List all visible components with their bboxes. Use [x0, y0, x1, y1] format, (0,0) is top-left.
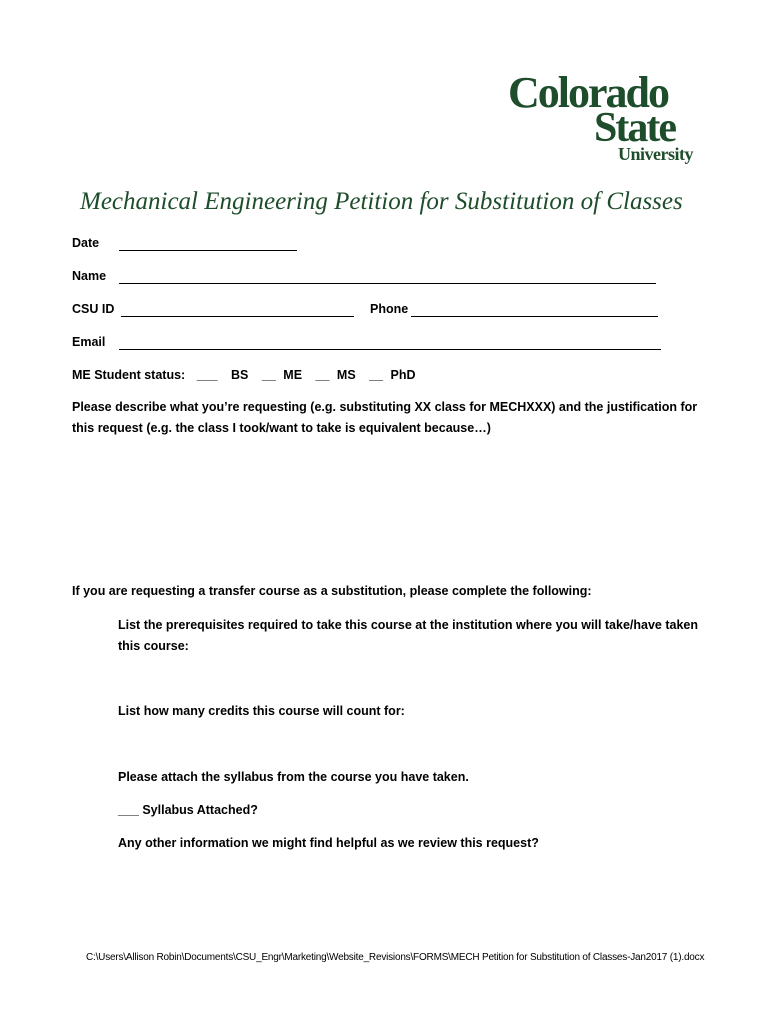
- bs-checkbox-blank[interactable]: ___: [196, 368, 218, 382]
- syllabus-prompt: Please attach the syllabus from the course you have taken.: [118, 770, 469, 784]
- csu-id-field[interactable]: [121, 316, 354, 317]
- logo-line-state: State: [594, 105, 675, 151]
- date-field[interactable]: [119, 250, 297, 251]
- phone-field[interactable]: [411, 316, 658, 317]
- name-label: Name: [72, 269, 107, 283]
- other-info-prompt: Any other information we might find helpful as we review this request?: [118, 836, 539, 850]
- me-checkbox-blank[interactable]: __: [261, 368, 276, 382]
- logo-line-university: University: [618, 144, 693, 164]
- page-title: Mechanical Engineering Petition for Substitution of Classes: [80, 188, 683, 215]
- bs-option-label: BS: [231, 368, 249, 382]
- describe-request-prompt: Please describe what you’re requesting (e.g. substituting XX class for MECHXXX) and the justification for this request (e.g. the class I took/want to take is equivalent because…): [72, 400, 698, 435]
- prerequisites-prompt: List the prerequisites required to take this course at the institution where you will take/have taken this course:: [118, 618, 699, 653]
- student-status-label: ME Student status:: [72, 368, 186, 382]
- file-path-footer: C:\Users\Allison Robin\Documents\CSU_Engr\Marketing\Website_Revisions\FORMS\MECH Petition for Substitution of Classes-Jan2017 (1).docx: [86, 952, 705, 963]
- other-info-area[interactable]: [118, 860, 698, 930]
- student-status-row: [72, 368, 416, 382]
- credits-area[interactable]: [118, 725, 698, 765]
- date-label: Date: [72, 236, 100, 250]
- ms-checkbox-blank[interactable]: __: [315, 368, 330, 382]
- transfer-intro: If you are requesting a transfer course as a substitution, please complete the following:: [72, 584, 592, 598]
- ms-option-label: MS: [336, 368, 356, 382]
- prerequisites-area[interactable]: [118, 660, 698, 700]
- credits-prompt: List how many credits this course will count for:: [118, 704, 405, 718]
- phd-checkbox-blank[interactable]: __: [369, 368, 384, 382]
- me-option-label: ME: [283, 368, 303, 382]
- phone-label: Phone: [370, 302, 409, 316]
- csu-logo: [506, 70, 711, 165]
- phd-option-label: PhD: [390, 368, 416, 382]
- name-field[interactable]: [119, 283, 656, 284]
- logo-line-colorado: Colorado: [508, 68, 668, 117]
- syllabus-attached-checkbox[interactable]: ___ Syllabus Attached?: [118, 803, 258, 817]
- csu-id-label: CSU ID: [72, 302, 115, 316]
- email-label: Email: [72, 335, 106, 349]
- describe-request-area[interactable]: [72, 445, 692, 575]
- email-field[interactable]: [119, 349, 661, 350]
